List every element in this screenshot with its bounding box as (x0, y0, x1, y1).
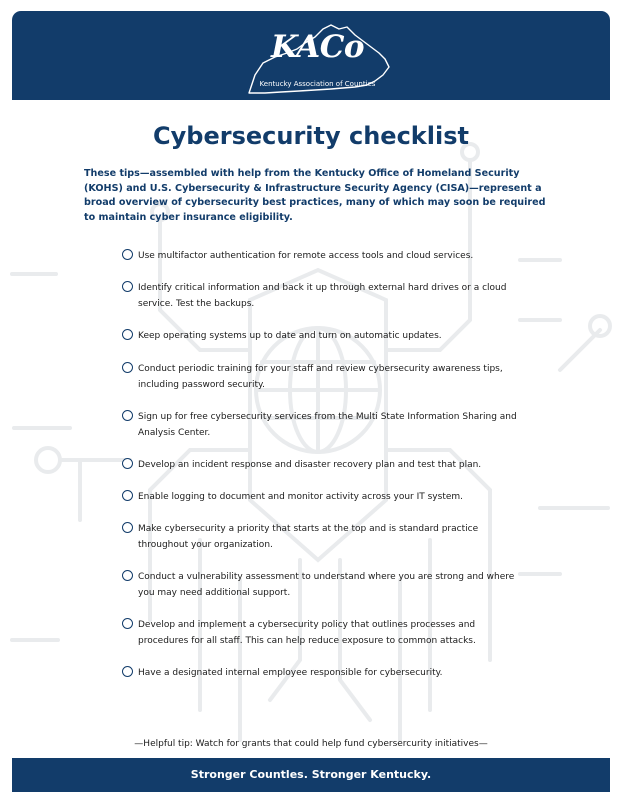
checklist-item-text: Have a designated internal employee responsible for cybersecurity. (138, 668, 443, 678)
checklist-checkbox[interactable] (122, 458, 133, 469)
helpful-tip: —Helpful tip: Watch for grants that could help fund cybersercurity initiatives— (134, 739, 488, 749)
logo-wordmark: KACo (270, 29, 365, 65)
checklist-item-text: Identify critical information and back it up through external hard drives or a cloud service. Test the backups. (138, 283, 507, 309)
checklist-item-text: Conduct periodic training for your staff and review cybersecurity awareness tips, including password security. (138, 364, 503, 390)
kaco-logo (245, 19, 390, 95)
checklist-item-text: Enable logging to document and monitor activity across your IT system. (138, 492, 464, 502)
checklist-item-text: Develop and implement a cybersecurity policy that outlines processes and procedures for all staff. This can help reduce exposure to common attacks. (138, 620, 476, 646)
footer-tagline: Stronger Countles. Stronger Kentucky. (190, 768, 432, 781)
header-banner (12, 11, 610, 100)
checklist-item-text: Develop an incident response and disaster recovery plan and test that plan. (138, 460, 482, 470)
logo-subtitle: Kentucky Association of Counties (259, 80, 376, 88)
footer-banner (12, 758, 610, 792)
checklist-item-text: Use multifactor authentication for remote access tools and cloud services. (138, 251, 474, 261)
checklist-checkbox[interactable] (122, 329, 133, 340)
checklist-checkbox[interactable] (122, 570, 133, 581)
page-title: Cybersecurity checklist (153, 122, 469, 150)
checklist-checkbox[interactable] (122, 666, 133, 677)
checklist-item-text: Keep operating systems up to date and turn on automatic updates. (138, 331, 442, 341)
checklist-checkbox[interactable] (122, 490, 133, 501)
checklist-checkbox[interactable] (122, 618, 133, 629)
checklist-checkbox[interactable] (122, 249, 133, 260)
checklist-checkbox[interactable] (122, 410, 133, 421)
checklist-checkbox[interactable] (122, 281, 133, 292)
checklist-item-text: Conduct a vulnerability assessment to understand where you are strong and where you may need additional support. (138, 572, 515, 598)
checklist-checkbox[interactable] (122, 362, 133, 373)
checklist-item-text: Make cybersecurity a priority that starts at the top and is standard practice throughout your organization. (138, 524, 479, 550)
checklist-checkbox[interactable] (122, 522, 133, 533)
checklist-item-text: Sign up for free cybersecurity services from the Multi State Information Sharing and Analysis Center. (138, 412, 517, 438)
intro-paragraph: These tips—assembled with help from the Kentucky Office of Homeland Security (KOHS) and U.S. Cybersecurity & Infrastructure Security Agency (CISA)—represent a broad overview of cybersecurity best practices, many of which may soon be required to maintain cyber insurance eligibility. (84, 168, 546, 223)
